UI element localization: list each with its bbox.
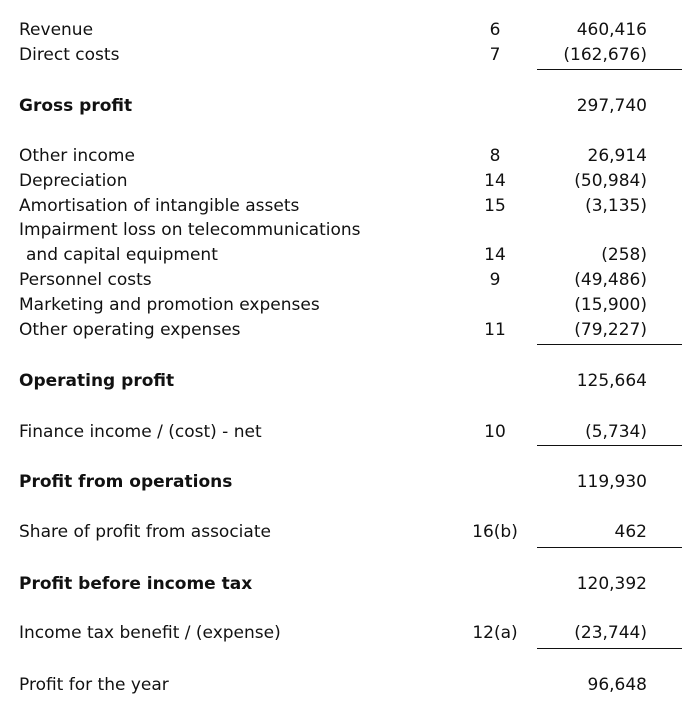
- table-row: [0, 369, 682, 393]
- amount: (5,734): [585, 422, 647, 442]
- line-item-label: Income tax benefit / (expense): [19, 623, 281, 643]
- amount: 125,664: [576, 371, 647, 391]
- table-row: [0, 218, 682, 242]
- amount: (162,676): [563, 45, 647, 65]
- table-row: [0, 621, 682, 645]
- line-item-label: Share of profit from associate: [19, 522, 271, 542]
- line-item-label: Direct costs: [19, 45, 120, 65]
- amount: 297,740: [576, 96, 647, 116]
- line-item-label: Other operating expenses: [19, 320, 241, 340]
- amount: 26,914: [587, 146, 647, 166]
- table-row: [0, 243, 682, 267]
- amount: (15,900): [574, 295, 647, 315]
- note-ref: 8: [489, 146, 501, 166]
- amount: 460,416: [576, 20, 647, 40]
- line-item-label: Depreciation: [19, 171, 128, 191]
- note-ref: 10: [484, 422, 506, 442]
- line-item-label: Marketing and promotion expenses: [19, 295, 320, 315]
- subtotal-label: Operating profit: [19, 371, 175, 391]
- table-row: [0, 293, 682, 317]
- subtotal-rule: [537, 69, 682, 70]
- note-ref: 11: [484, 320, 506, 340]
- amount: 96,648: [587, 675, 647, 695]
- note-ref: 14: [484, 245, 506, 265]
- subtotal-rule: [537, 547, 682, 548]
- subtotal-rule: [537, 445, 682, 446]
- table-row: [0, 144, 682, 168]
- line-item-label: Revenue: [19, 20, 94, 40]
- subtotal-rule: [537, 648, 682, 649]
- note-ref: 9: [489, 270, 501, 290]
- table-row: [0, 318, 682, 342]
- amount: (23,744): [574, 623, 647, 643]
- note-ref: 7: [489, 45, 501, 65]
- line-item-label: and capital equipment: [26, 245, 218, 265]
- line-item-label: Other income: [19, 146, 135, 166]
- table-row: [0, 673, 682, 697]
- subtotal-label: Profit from operations: [19, 472, 233, 492]
- line-item-label: Impairment loss on telecommunications: [19, 220, 361, 240]
- amount: (3,135): [585, 196, 647, 216]
- table-row: [0, 169, 682, 193]
- note-ref: 6: [489, 20, 501, 40]
- amount: (258): [601, 245, 647, 265]
- total-label: Profit for the year: [19, 675, 169, 695]
- table-row: [0, 18, 682, 42]
- amount: 462: [614, 522, 647, 542]
- table-row: [0, 43, 682, 67]
- note-ref: 12(a): [472, 623, 518, 643]
- table-row: [0, 94, 682, 118]
- table-row: [0, 572, 682, 596]
- note-ref: 14: [484, 171, 506, 191]
- table-row: [0, 520, 682, 544]
- note-ref: 16(b): [472, 522, 518, 542]
- table-row: [0, 268, 682, 292]
- note-ref: 15: [484, 196, 506, 216]
- amount: 119,930: [576, 472, 647, 492]
- subtotal-label: Gross profit: [19, 96, 133, 116]
- table-row: [0, 420, 682, 444]
- line-item-label: Finance income / (cost) - net: [19, 422, 262, 442]
- line-item-label: Amortisation of intangible assets: [19, 196, 300, 216]
- table-row: [0, 470, 682, 494]
- amount: (79,227): [574, 320, 647, 340]
- subtotal-label: Profit before income tax: [19, 574, 253, 594]
- table-row: [0, 194, 682, 218]
- amount: (50,984): [574, 171, 647, 191]
- subtotal-rule: [537, 344, 682, 345]
- line-item-label: Personnel costs: [19, 270, 152, 290]
- amount: 120,392: [576, 574, 647, 594]
- amount: (49,486): [574, 270, 647, 290]
